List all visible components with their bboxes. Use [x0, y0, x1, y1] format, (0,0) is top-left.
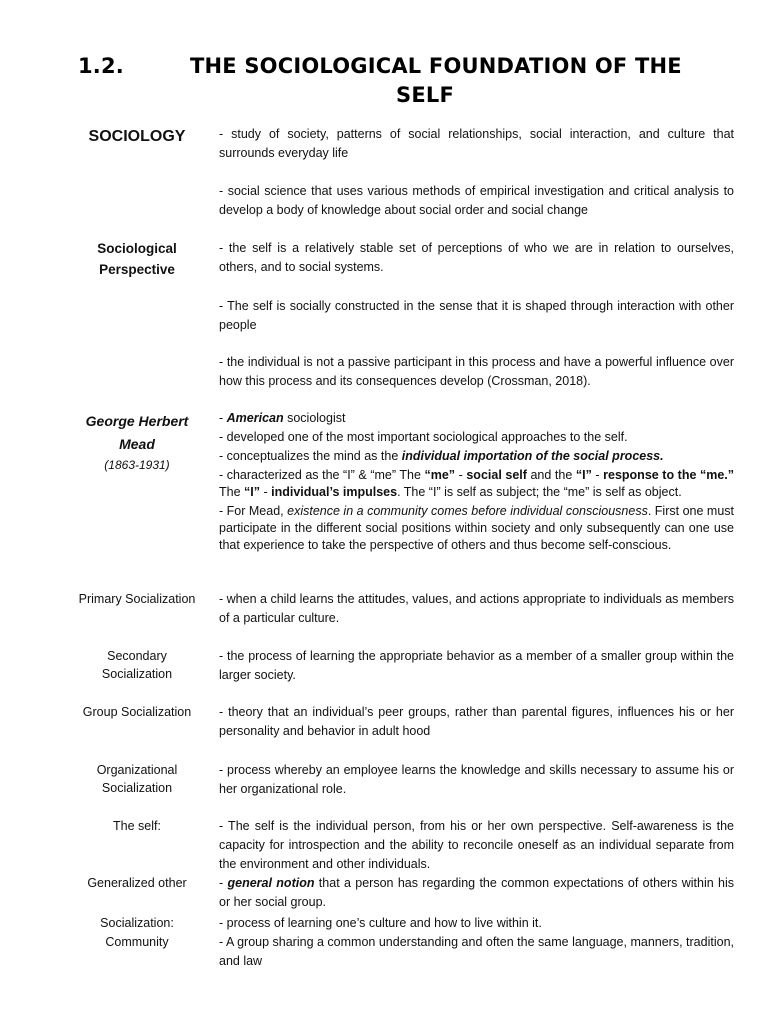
- section-number: 1.2.: [78, 54, 124, 78]
- title-line-1: THE SOCIOLOGICAL FOUNDATION OF THE: [190, 54, 682, 78]
- mead-line-5: - For Mead, existence in a community comes before individual consciousness. First one must participate in the different social positions within society and only subsequently can one use that experience to take the perspective of others and thus become self-conscious.: [219, 504, 735, 552]
- term-secondary-socialization: Secondary Socialization: [101, 649, 173, 681]
- def-primary-socialization: - when a child learns the attitudes, values, and actions appropriate to individuals as members of a particular culture.: [219, 592, 734, 625]
- def-socialization: - process of learning one’s culture and how to live within it.: [219, 916, 542, 930]
- mead-line-3: - conceptualizes the mind as the individual importation of the social process.: [219, 449, 664, 463]
- term-mead: [62, 410, 212, 474]
- def-secondary-socialization: - the process of learning the appropriate behavior as a member of a smaller group within the larger society.: [219, 649, 734, 682]
- mead-line-4: - characterized as the “I” & “me” The “me” - social self and the “I” - response to the “me.” The “I” - individual’s impulses. The “I” is self as subject; the “me” is self as object.: [219, 468, 735, 499]
- def-sociology-1: - study of society, patterns of social relationships, social interaction, and culture that surrounds everyday life: [219, 127, 734, 160]
- mead-years: (1863-1931): [104, 458, 170, 472]
- term-organizational-socialization: Organizational Socialization: [96, 763, 178, 795]
- term-perspective-line-2: Perspective: [99, 262, 175, 277]
- def-the-self: - The self is the individual person, from his or her own perspective. Self-awareness is the capacity for introspection and the ability to reconcile oneself as an individual separate from the environment and other individuals.: [219, 819, 734, 871]
- term-group-socialization: Group Socialization: [82, 705, 192, 719]
- def-organizational-socialization: - process whereby an employee learns the knowledge and skills necessary to assume his or her organizational role.: [219, 763, 734, 796]
- mead-line-2: - developed one of the most important sociological approaches to the self.: [219, 430, 628, 444]
- mead-line-1: - American sociologist: [219, 411, 346, 425]
- page-title: [70, 52, 740, 110]
- def-community: - A group sharing a common understanding and often the same language, manners, tradition, and law: [219, 935, 734, 968]
- term-perspective-line-1: Sociological: [97, 241, 177, 256]
- title-line-2: SELF: [396, 83, 454, 107]
- def-perspective-3: - the individual is not a passive participant in this process and have a powerful influence over how this process and its consequences develop (Crossman, 2018).: [219, 355, 734, 388]
- def-sociology-2: - social science that uses various methods of empirical investigation and critical analysis to develop a body of knowledge about social order and social change: [219, 184, 734, 217]
- term-primary-socialization: Primary Socialization: [78, 592, 196, 606]
- def-group-socialization: - theory that an individual’s peer groups, rather than parental figures, influences his or her personality and behavior in adult hood: [219, 705, 734, 738]
- term-the-self: The self:: [113, 819, 161, 833]
- term-socialization: Socialization:: [100, 916, 174, 930]
- term-sociological-perspective: [62, 238, 212, 280]
- term-sociology: SOCIOLOGY: [88, 128, 186, 145]
- def-perspective-1: - the self is a relatively stable set of perceptions of who we are in relation to ourselves, others, and to social systems.: [219, 241, 734, 274]
- def-generalized-other: - general notion that a person has regarding the common expectations of others within his or her social group.: [219, 876, 735, 909]
- term-generalized-other: Generalized other: [87, 876, 187, 890]
- mead-name-line-1: George Herbert: [85, 413, 189, 429]
- def-perspective-2: - The self is socially constructed in the sense that it is shaped through interaction with other people: [219, 299, 734, 332]
- mead-name-line-2: Mead: [119, 436, 155, 452]
- term-community: Community: [105, 935, 169, 949]
- def-mead: [219, 410, 734, 554]
